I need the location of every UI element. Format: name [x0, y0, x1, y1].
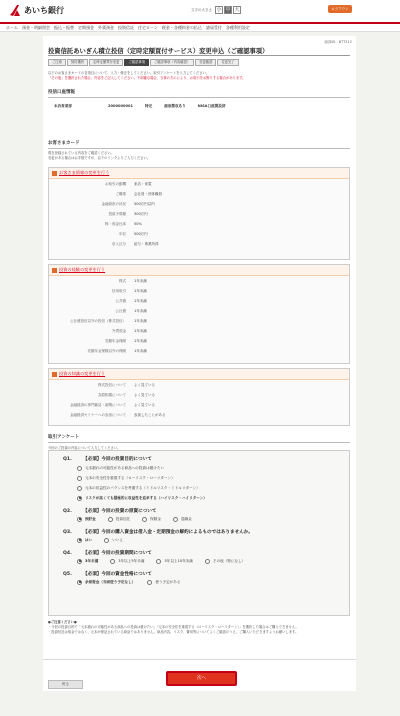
- account-course: 源泉徴収あり: [164, 103, 186, 108]
- question-text: 【必須】今回の資金性格について: [83, 572, 152, 577]
- card-row-label: 投資予算額: [108, 212, 126, 216]
- customer-card-section: [48, 140, 350, 161]
- logout-button[interactable]: ログアウト: [328, 5, 352, 13]
- nav-tax-payment[interactable]: 税金・各種料金の払込: [161, 24, 202, 30]
- radio-option[interactable]: [108, 517, 130, 522]
- knowledge-card-header: [49, 369, 349, 380]
- step-item: 変更完了: [217, 59, 238, 66]
- radio-option[interactable]: [77, 580, 135, 585]
- card-row-value: 500万円: [134, 232, 148, 236]
- q4-options: [77, 556, 349, 566]
- font-size-medium-button[interactable]: 中: [225, 7, 231, 13]
- card-row-value: 会社員・団体職員: [134, 192, 162, 196]
- radio-option[interactable]: [147, 580, 180, 585]
- radio-option[interactable]: [77, 517, 96, 522]
- radio-button[interactable]: [104, 538, 109, 543]
- step-item-current: ご確認事項: [124, 59, 148, 66]
- question-number: Q5.: [63, 571, 72, 577]
- font-size-switcher: [191, 6, 242, 14]
- survey-heading: 取引アンケート: [48, 434, 350, 443]
- card-row-value: 1年未満: [134, 339, 147, 343]
- account-number: 2000000001: [107, 104, 133, 108]
- question-text: 【必須】今回の購入資金は借入金・定期預金の解約によるものではありませんか。: [83, 530, 253, 535]
- radio-option[interactable]: [77, 463, 349, 473]
- radio-option[interactable]: [142, 517, 161, 522]
- radio-label: はい: [85, 537, 93, 542]
- radio-option[interactable]: [77, 473, 349, 483]
- question-text: 【必須】今回の投資目的について: [83, 457, 152, 462]
- q2-options: [77, 514, 349, 524]
- question-number: Q3.: [63, 529, 72, 535]
- step-item: ご注意: [48, 59, 66, 66]
- card-row: [49, 306, 349, 316]
- radio-button[interactable]: [156, 559, 161, 564]
- customer-info-list: [49, 179, 349, 249]
- card-row-label: 金融経済セミナーへの参加について: [70, 413, 126, 417]
- nav-foreign-deposit[interactable]: 外貨預金: [98, 24, 114, 30]
- card-row-label: 変額年金保険以外の保険: [87, 349, 126, 353]
- nav-deposit-statement[interactable]: 預金・明細照会: [22, 24, 50, 30]
- radio-button[interactable]: [77, 580, 82, 585]
- radio-option[interactable]: [173, 517, 192, 522]
- radio-option[interactable]: [77, 483, 349, 493]
- nav-transfer[interactable]: 振込・振替: [54, 24, 74, 30]
- question-number: Q4.: [63, 550, 72, 556]
- global-nav: [0, 22, 400, 32]
- bank-logo-icon: [8, 4, 21, 17]
- card-row-label: 株・預金比率: [105, 222, 126, 226]
- button-row: [43, 659, 356, 691]
- q3-options: [77, 535, 349, 545]
- card-row: [49, 276, 349, 286]
- radio-label: 余裕資金（当面使う予定なし）: [85, 579, 136, 584]
- card-row: [49, 390, 349, 400]
- radio-button[interactable]: [205, 559, 210, 564]
- radio-button[interactable]: [142, 517, 147, 522]
- step-indicator: [48, 59, 240, 66]
- card-row-value: 1年未満: [134, 349, 147, 353]
- edit-customer-info-link[interactable]: お客さま情報の変更を行う: [59, 170, 110, 175]
- knowledge-card: [48, 368, 350, 426]
- card-row: [49, 316, 349, 326]
- radio-button[interactable]: [77, 496, 82, 501]
- card-row-label: 金融資産の状況: [101, 202, 126, 206]
- font-size-small-button[interactable]: 小: [216, 7, 222, 13]
- radio-button[interactable]: [77, 486, 82, 491]
- card-row-label: 収入区分: [112, 242, 126, 246]
- question-text: 【必須】今回の投資期間について: [83, 551, 152, 556]
- note-item: ・今回の投資目的で「元本割れの可能性がある商品への投資は避けたい」「元本の安全性を重視する（ローリスク・ローリターン）」を選択した場合はご購入できません。: [48, 625, 299, 629]
- card-row-value: 500万円以内: [134, 202, 155, 206]
- radio-label: 元本割れの可能性がある商品への投資は避けたい: [85, 465, 165, 470]
- radio-label: 保険金: [150, 516, 161, 521]
- card-row-label: お取引の動機: [105, 182, 126, 186]
- radio-button[interactable]: [77, 559, 82, 564]
- card-row-value: よく見ている: [134, 393, 155, 397]
- radio-label: 3年以上5年未満: [118, 558, 145, 563]
- radio-option[interactable]: [77, 493, 349, 503]
- card-row: [49, 326, 349, 336]
- account-heading: 投信口座情報: [48, 89, 350, 98]
- intro-line: 以下のお客さまカードの各項目について、入力・修正をしてください。取引アンケートを入力してください。: [48, 71, 210, 75]
- card-row-label: 外貨預金: [112, 329, 126, 333]
- card-row: [49, 189, 349, 199]
- account-row: [48, 98, 350, 114]
- nav-time-deposit[interactable]: 定期預金: [78, 24, 94, 30]
- nav-home[interactable]: ホーム: [6, 24, 18, 30]
- radio-option[interactable]: [156, 559, 192, 564]
- step-item: 契約選択: [67, 59, 88, 66]
- card-row: [49, 209, 349, 219]
- card-row-value: 1年未満: [134, 309, 147, 313]
- customer-info-card: [48, 167, 350, 260]
- card-row: [49, 219, 349, 229]
- card-row-value: 1年未満: [134, 319, 147, 323]
- account-branch: 本店営業部: [54, 103, 72, 108]
- radio-label: その他（特になし）: [212, 558, 246, 563]
- radio-button[interactable]: [77, 466, 82, 471]
- q1-options: [49, 463, 349, 503]
- step-item: 定時定額買付変更: [89, 59, 123, 66]
- card-row-value: 来店・来電: [134, 182, 152, 186]
- step-item: ご確認事項（内容確認）: [150, 59, 194, 66]
- radio-option[interactable]: [77, 538, 92, 543]
- title-divider: [48, 55, 350, 56]
- account-nisa: NISA口座開設済: [197, 103, 226, 108]
- radio-button[interactable]: [77, 517, 82, 522]
- card-row-label: 株式投信について: [98, 383, 126, 387]
- customer-card-heading: お客さまカード: [48, 140, 350, 149]
- card-row: [49, 346, 349, 356]
- card-row-label: ご職業: [115, 192, 126, 196]
- notes: [48, 620, 350, 635]
- card-row-label: 公社債投信以外の投信（株式投信）: [70, 319, 126, 323]
- intro-text: [48, 71, 350, 81]
- card-row-label: 年収: [119, 232, 126, 236]
- card-row: [49, 400, 349, 410]
- question-q1: [63, 456, 349, 462]
- customer-info-card-header: [49, 168, 349, 179]
- intro-line-warning: 「その他」を選択された場合、内容をご記入してください。不明確な場合、当事の方のにより、お取引をお断りする場合があります。: [48, 76, 246, 80]
- card-row-value: 1年未満: [134, 299, 147, 303]
- question-text: 【必須】今回の投資の原資について: [83, 509, 157, 514]
- radio-button[interactable]: [77, 538, 82, 543]
- question-number: Q2.: [63, 508, 72, 514]
- question-number: Q1.: [63, 456, 72, 462]
- card-row-label: 公社債: [115, 309, 126, 313]
- edit-experience-link[interactable]: 投資の経験の変更を行う: [59, 267, 106, 272]
- note-item: ・投資信託は預金ではなく、元本が保証されている商品ではありません。商品内容、リスク、費用等についてよくご確認のうえ、ご購入いただきますようお願いします。: [48, 630, 299, 634]
- footer-bar: [0, 700, 400, 716]
- radio-button[interactable]: [108, 517, 113, 522]
- radio-button[interactable]: [110, 559, 115, 564]
- nav-notifications[interactable]: 諸届受付: [205, 24, 222, 30]
- back-button[interactable]: 戻る: [48, 680, 83, 689]
- nav-settings[interactable]: 各種利用設定: [225, 24, 250, 30]
- card-row-value: 1年未満: [134, 289, 147, 293]
- survey-section: [48, 434, 350, 450]
- card-row-value: よく見ている: [134, 383, 155, 387]
- card-row-label: 公共債: [115, 299, 126, 303]
- radio-label: 3年未満: [85, 558, 99, 563]
- font-size-large-button[interactable]: 大: [234, 7, 240, 13]
- card-row-value: 50%: [134, 222, 142, 226]
- card-row: [49, 179, 349, 189]
- notes-heading: ●ご注意ください●: [48, 620, 77, 624]
- bank-logo[interactable]: [8, 4, 64, 17]
- card-row: [49, 410, 349, 420]
- radio-label: いいえ: [112, 537, 123, 542]
- card-row-value: 1年未満: [134, 329, 147, 333]
- radio-button[interactable]: [77, 476, 82, 481]
- card-row: [49, 199, 349, 209]
- experience-card-header: [49, 265, 349, 276]
- card-row: [49, 229, 349, 239]
- survey-box: [48, 450, 350, 616]
- experience-list: [49, 276, 349, 356]
- arrow-right-icon: [52, 171, 57, 176]
- radio-label: 投資信託: [115, 516, 131, 521]
- customer-card-desc: [48, 151, 350, 161]
- bank-name: あいち銀行: [24, 6, 64, 15]
- q5-options: [77, 577, 349, 587]
- radio-option[interactable]: [110, 559, 144, 564]
- radio-label: 退職金: [180, 516, 192, 521]
- card-row-value: 参加したことがある: [134, 413, 166, 417]
- account-section: [48, 89, 350, 114]
- card-row: [49, 286, 349, 296]
- card-row-value: よく見ている: [134, 403, 155, 407]
- knowledge-list: [49, 380, 349, 420]
- step-item: 変更確認: [195, 59, 216, 66]
- nav-investment-trust[interactable]: 投資信託: [118, 24, 134, 30]
- account-type: 特定: [144, 103, 153, 108]
- radio-label: 使う予定がある: [155, 579, 181, 584]
- arrow-right-icon: [52, 372, 57, 377]
- nav-housing-loan[interactable]: 住宅ローン: [138, 24, 158, 30]
- card-row-value: 給与・事業所得: [134, 242, 159, 246]
- radio-label: 預貯金: [85, 516, 96, 521]
- page-title: 投資信託あいぎん積立投信（定時定額買付サービス）変更申込（ご確認事項）: [48, 48, 269, 55]
- font-size-label: 文字の大きさ: [191, 7, 212, 12]
- experience-card: [48, 264, 350, 364]
- radio-button[interactable]: [147, 580, 152, 585]
- next-button[interactable]: 次へ: [166, 671, 237, 686]
- card-row-label: 信用取引: [112, 289, 126, 293]
- radio-option[interactable]: [104, 538, 123, 543]
- card-row: [49, 336, 349, 346]
- card-row-value: 300万円: [134, 212, 148, 216]
- main-panel: [43, 36, 356, 691]
- radio-label: 元本の収益性のバランスを考慮する（ミドルリスク・ミドルリターン）: [85, 485, 200, 490]
- card-row-label: 為替相場について: [98, 393, 126, 397]
- screen-id: 画面ID：BTT312: [324, 40, 352, 44]
- card-row-label: 変額年金保険: [105, 339, 126, 343]
- card-row: [49, 380, 349, 390]
- desc-line: 現在登録されている内容をご確認ください。: [48, 151, 114, 155]
- card-row: [49, 296, 349, 306]
- radio-option[interactable]: [205, 559, 245, 564]
- radio-label: 5年以上10年未満: [164, 558, 193, 563]
- radio-label: 元本の安全性を重視する（ローリスク・ローリターン）: [85, 475, 175, 480]
- card-row-value: 1年未満: [134, 279, 147, 283]
- desc-line: 変更がある場合はお手数ですが、以下のリンクよりご入力ください。: [48, 156, 151, 160]
- edit-knowledge-link[interactable]: 投資の知識の変更を行う: [59, 371, 106, 376]
- radio-option[interactable]: [77, 559, 98, 564]
- card-row-label: 金融経済の専門雑誌・新聞について: [70, 403, 126, 407]
- radio-label: リスクが高くても積極的に収益性を追求する（ハイリスク・ハイリターン）: [85, 495, 207, 500]
- header: [0, 0, 400, 22]
- arrow-right-icon: [52, 268, 57, 273]
- radio-button[interactable]: [173, 517, 178, 522]
- card-row-label: 株式: [119, 279, 126, 283]
- card-row: [49, 239, 349, 249]
- survey-desc: 今回のご投資の内容について入力してください。: [48, 446, 121, 450]
